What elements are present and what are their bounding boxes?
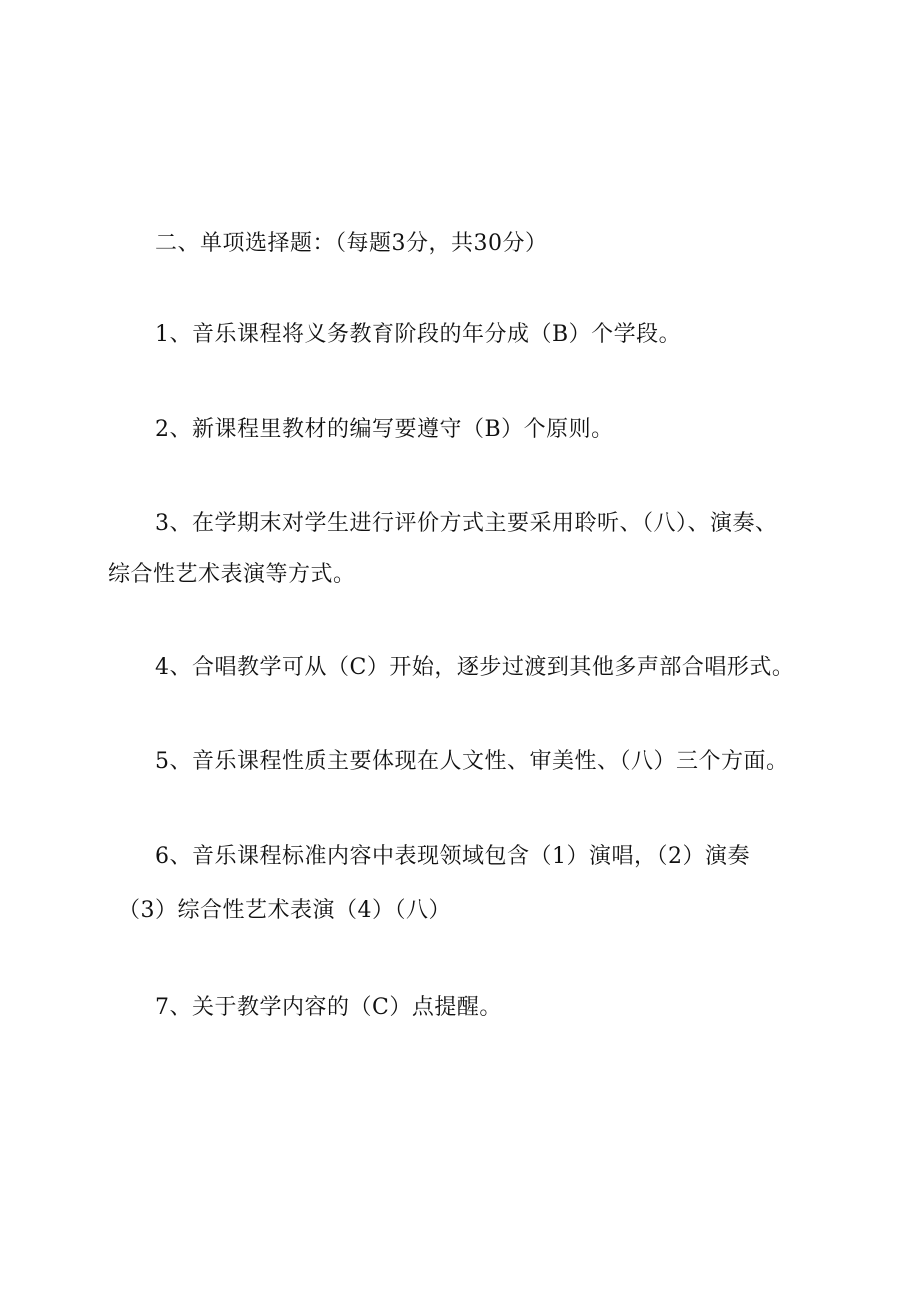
question-3-line-1: 3、在学期末对学生进行评价方式主要采用聆听、（八）、演奏、 xyxy=(155,511,778,536)
question-5: 5、音乐课程性质主要体现在人文性、审美性、（八）三个方面。 xyxy=(155,749,789,774)
question-1: 1、音乐课程将义务教育阶段的年分成（B）个学段。 xyxy=(155,322,682,347)
question-6-line-1: 6、音乐课程标准内容中表现领域包含（1）演唱，（2）演奏 xyxy=(155,844,750,869)
question-2: 2、新课程里教材的编写要遵守（B）个原则。 xyxy=(155,417,614,442)
section-heading: 二、单项选择题：（每题3分，共30分） xyxy=(155,231,548,256)
question-4: 4、合唱教学可从（C）开始，逐步过渡到其他多声部合唱形式。 xyxy=(155,655,795,680)
question-3-line-2: 综合性艺术表演等方式。 xyxy=(108,562,356,587)
question-7: 7、关于教学内容的（C）点提醒。 xyxy=(155,995,502,1020)
question-6-line-2: （3）综合性艺术表演（4）（八） xyxy=(118,898,451,923)
